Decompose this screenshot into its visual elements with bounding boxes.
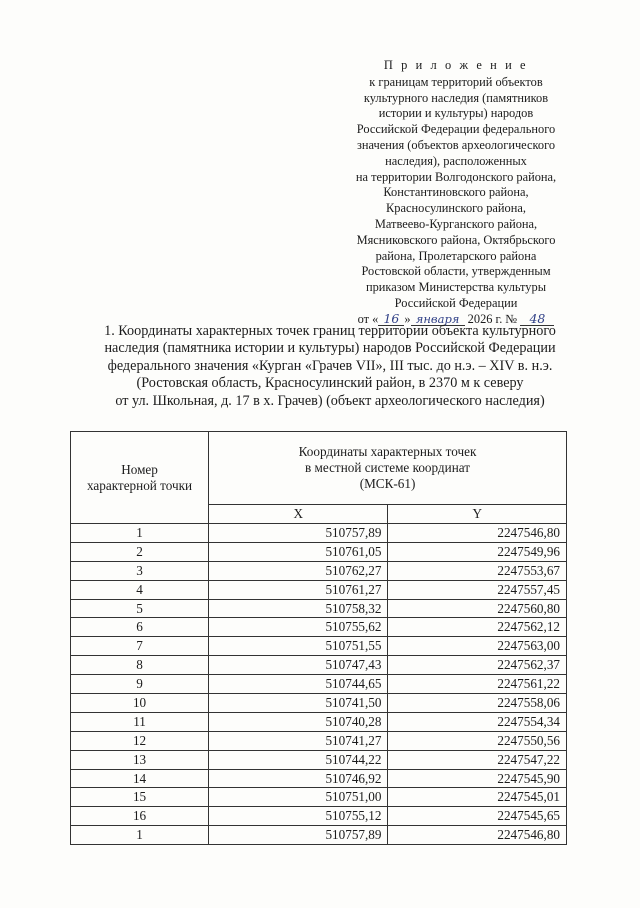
- header-line: характерной точки: [86, 477, 193, 493]
- x-coordinate-cell: 510757,89: [209, 524, 388, 543]
- handwritten-order-number: 48: [520, 313, 554, 326]
- appendix-line: истории и культуры) народов: [378, 106, 534, 121]
- appendix-line: Мясниковского района, Октябрьского: [356, 232, 556, 247]
- coordinates-table: [70, 431, 567, 845]
- date-prefix: от «: [357, 311, 379, 326]
- x-coordinate-cell: 510741,27: [209, 731, 388, 750]
- x-coordinate-cell: 510755,62: [209, 618, 388, 637]
- y-coordinate-cell: 2247558,06: [388, 694, 567, 713]
- y-coordinate-cell: 2247554,34: [388, 712, 567, 731]
- x-coordinate-cell: 510741,50: [209, 694, 388, 713]
- y-coordinate-cell: 2247561,22: [388, 675, 567, 694]
- header-line: в местной системе координат: [305, 460, 471, 475]
- point-number-cell: 13: [71, 750, 209, 769]
- appendix-line: Ростовской области, утвержденным: [361, 264, 551, 279]
- table-row: [71, 656, 567, 675]
- header-line: Номер: [121, 461, 158, 477]
- date-year: 2026 г. №: [467, 311, 518, 326]
- table-row: [71, 769, 567, 788]
- y-coordinate-cell: 2247560,80: [388, 599, 567, 618]
- x-coordinate-cell: 510757,89: [209, 826, 388, 845]
- x-coordinate-cell: 510747,43: [209, 656, 388, 675]
- point-number-cell: 7: [71, 637, 209, 656]
- date-mid: »: [404, 311, 411, 326]
- appendix-line: района, Пролетарского района: [375, 248, 537, 263]
- table-row: [71, 788, 567, 807]
- appendix-line: приказом Министерства культуры: [365, 280, 547, 295]
- point-number-cell: 1: [71, 524, 209, 543]
- title-line: наследия (памятника истории и культуры) народов Российской Федерации: [104, 340, 556, 357]
- point-number-cell: 5: [71, 599, 209, 618]
- point-number-cell: 15: [71, 788, 209, 807]
- appendix-line: Матвеево-Курганского района,: [374, 216, 538, 231]
- coordinates-table-body: [71, 524, 567, 845]
- title-line: федерального значения «Курган «Грачев VII», III тыс. до н.э. – XIV в. н.э.: [107, 357, 553, 374]
- table-row: [71, 675, 567, 694]
- y-coordinate-cell: 2247547,22: [388, 750, 567, 769]
- table-row: [71, 599, 567, 618]
- point-number-header: [71, 432, 209, 524]
- table-row: [71, 694, 567, 713]
- point-number-cell: 2: [71, 542, 209, 561]
- y-coordinate-cell: 2247549,96: [388, 542, 567, 561]
- x-coordinate-cell: 510744,22: [209, 750, 388, 769]
- y-coordinate-cell: 2247546,80: [388, 826, 567, 845]
- point-number-cell: 3: [71, 561, 209, 580]
- y-coordinate-cell: 2247563,00: [388, 637, 567, 656]
- y-coordinate-cell: 2247545,90: [388, 769, 567, 788]
- section-title: [70, 323, 590, 410]
- appendix-heading: П р и л о ж е н и е: [383, 58, 529, 72]
- y-coordinate-cell: 2247545,65: [388, 807, 567, 826]
- x-coordinate-cell: 510761,27: [209, 580, 388, 599]
- y-column-header: Y: [388, 505, 567, 524]
- appendix-block: [330, 58, 582, 328]
- header-line: Координаты характерных точек: [298, 444, 477, 459]
- x-coordinate-cell: 510762,27: [209, 561, 388, 580]
- point-number-cell: 11: [71, 712, 209, 731]
- point-number-cell: 6: [71, 618, 209, 637]
- y-coordinate-cell: 2247553,67: [388, 561, 567, 580]
- appendix-line: Российской Федерации: [394, 295, 518, 310]
- table-row: [71, 618, 567, 637]
- x-coordinate-cell: 510751,55: [209, 637, 388, 656]
- table-row: [71, 712, 567, 731]
- point-number-cell: 14: [71, 769, 209, 788]
- y-coordinate-cell: 2247557,45: [388, 580, 567, 599]
- title-line: 1. Координаты характерных точек границ территории объекта культурного: [104, 323, 556, 339]
- title-line: (Ростовская область, Красносулинский район, в 2370 м к северу: [136, 375, 524, 392]
- x-coordinate-cell: 510761,05: [209, 542, 388, 561]
- header-line: (МСК-61): [359, 476, 416, 491]
- table-row: [71, 731, 567, 750]
- handwritten-month: января: [411, 313, 465, 326]
- y-coordinate-cell: 2247545,01: [388, 788, 567, 807]
- point-number-cell: 12: [71, 731, 209, 750]
- appendix-line: наследия), расположенных: [385, 153, 527, 168]
- point-number-cell: 16: [71, 807, 209, 826]
- table-row: [71, 524, 567, 543]
- coordinates-header: [209, 432, 567, 505]
- x-coordinate-cell: 510755,12: [209, 807, 388, 826]
- x-coordinate-cell: 510744,65: [209, 675, 388, 694]
- point-number-cell: 8: [71, 656, 209, 675]
- appendix-line: Константиновского района,: [383, 185, 529, 200]
- appendix-line: на территории Волгодонского района,: [355, 169, 557, 184]
- table-row: [71, 750, 567, 769]
- appendix-line: Российской Федерации федерального: [356, 122, 556, 137]
- x-coordinate-cell: 510758,32: [209, 599, 388, 618]
- handwritten-day: 16: [378, 313, 404, 326]
- y-coordinate-cell: 2247546,80: [388, 524, 567, 543]
- point-number-cell: 10: [71, 694, 209, 713]
- appendix-line: значения (объектов археологического: [356, 137, 556, 152]
- table-row: [71, 580, 567, 599]
- title-line: от ул. Школьная, д. 17 в х. Грачев) (объект археологического наследия): [115, 392, 545, 409]
- table-row: [71, 542, 567, 561]
- y-coordinate-cell: 2247550,56: [388, 731, 567, 750]
- x-column-header: X: [209, 505, 388, 524]
- y-coordinate-cell: 2247562,37: [388, 656, 567, 675]
- point-number-cell: 4: [71, 580, 209, 599]
- appendix-line: к границам территорий объектов: [369, 74, 543, 89]
- appendix-line: культурного наследия (памятников: [363, 90, 549, 105]
- table-row: [71, 807, 567, 826]
- point-number-cell: 9: [71, 675, 209, 694]
- x-coordinate-cell: 510751,00: [209, 788, 388, 807]
- y-coordinate-cell: 2247562,12: [388, 618, 567, 637]
- point-number-cell: 1: [71, 826, 209, 845]
- x-coordinate-cell: 510740,28: [209, 712, 388, 731]
- table-row: [71, 826, 567, 845]
- table-row: [71, 637, 567, 656]
- appendix-line: Красносулинского района,: [386, 201, 526, 216]
- table-row: [71, 561, 567, 580]
- x-coordinate-cell: 510746,92: [209, 769, 388, 788]
